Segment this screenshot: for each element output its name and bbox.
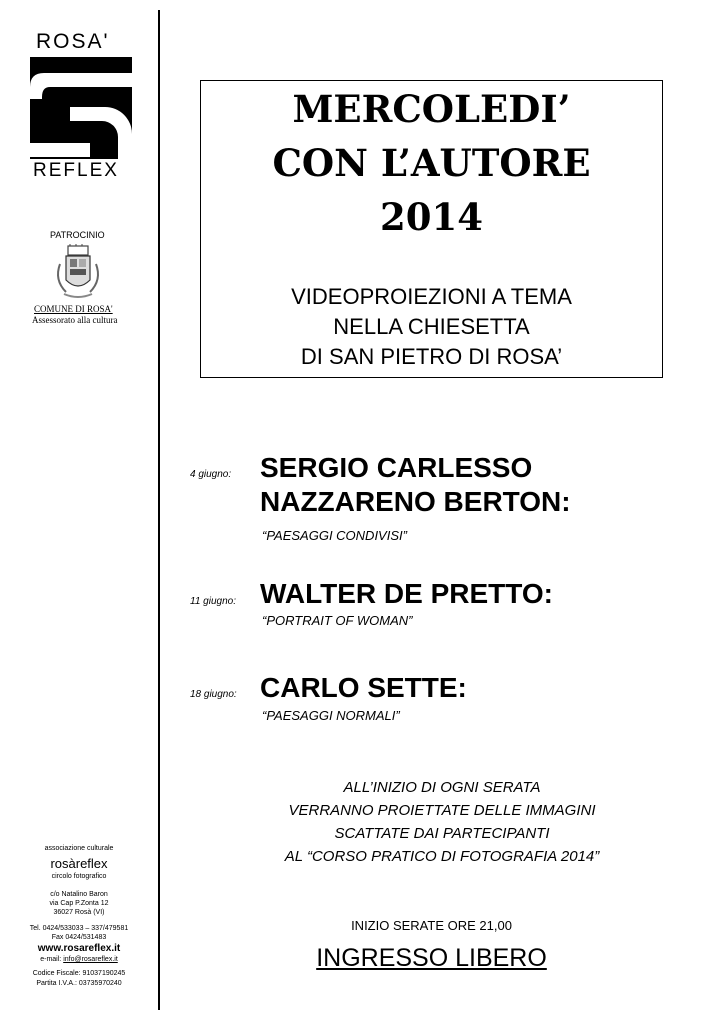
title-line: CON L’AUTORE	[272, 141, 591, 185]
note-line: VERRANNO PROIETTATE DELLE IMMAGINI	[288, 802, 596, 819]
subtitle-line: DI SAN PIETRO DI ROSA’	[300, 344, 563, 369]
association-subtitle: circolo fotografico	[51, 873, 107, 880]
rosareflex-logo-icon	[30, 57, 132, 159]
website-link[interactable]: www.rosareflex.it	[37, 943, 121, 954]
address-line: via Cap P.Zonta 12	[49, 900, 109, 907]
event-speaker: NAZZARENO BERTON:	[260, 486, 571, 517]
event-speaker: SERGIO CARLESSO	[260, 452, 533, 483]
comune-name: COMUNE DI ROSA'	[34, 304, 113, 314]
event-date: 4 giugno:	[190, 469, 232, 480]
event-work-title: “PORTRAIT OF WOMAN”	[262, 613, 413, 628]
association-name: rosàreflex	[50, 856, 108, 871]
email-link[interactable]: info@rosareflex.it	[63, 956, 118, 963]
note-line: SCATTATE DAI PARTECIPANTI	[334, 825, 550, 842]
event-speaker: CARLO SETTE:	[260, 672, 467, 703]
note-line: ALL’INIZIO DI OGNI SERATA	[343, 779, 541, 796]
logo-text-bottom: REFLEX	[33, 160, 119, 181]
subtitle-line: NELLA CHIESETTA	[333, 314, 530, 339]
event-work-title: “PAESAGGI CONDIVISI”	[262, 528, 407, 543]
email-row	[0, 956, 158, 963]
email-label: e-mail:	[40, 956, 62, 963]
association-type: associazione culturale	[44, 845, 114, 852]
subtitle-line: VIDEOPROIEZIONI A TEMA	[291, 284, 572, 309]
event-work-title: “PAESAGGI NORMALI”	[262, 708, 400, 723]
event-speaker: WALTER DE PRETTO:	[260, 578, 553, 609]
codice-fiscale: Codice Fiscale: 91037190245	[32, 970, 126, 977]
assessorato-label: Assessorato alla cultura	[32, 315, 118, 325]
entry-label: INGRESSO LIBERO	[316, 944, 547, 972]
event-date: 18 giugno:	[190, 689, 237, 700]
entry-info	[200, 944, 663, 973]
fax: Fax 0424/531483	[51, 934, 107, 941]
note-line: AL “CORSO PRATICO DI FOTOGRAFIA 2014”	[284, 848, 600, 865]
municipal-crest-icon	[52, 244, 104, 302]
partita-iva: Partita I.V.A.: 03735970240	[36, 980, 122, 987]
title-year: 2014	[380, 195, 483, 239]
address-line: c/o Natalino Baron	[50, 891, 108, 898]
title-box	[200, 80, 663, 378]
telephone: Tel. 0424/533033 – 337/479581	[29, 925, 129, 932]
start-time: INIZIO SERATE ORE 21,00	[351, 918, 512, 933]
title-line: MERCOLEDI’	[292, 87, 571, 131]
event-date: 11 giugno:	[190, 596, 236, 607]
patronage-label: PATROCINIO	[50, 230, 105, 240]
address-line: 36027 Rosà (VI)	[53, 909, 105, 916]
logo-text-top: ROSA'	[36, 30, 110, 53]
